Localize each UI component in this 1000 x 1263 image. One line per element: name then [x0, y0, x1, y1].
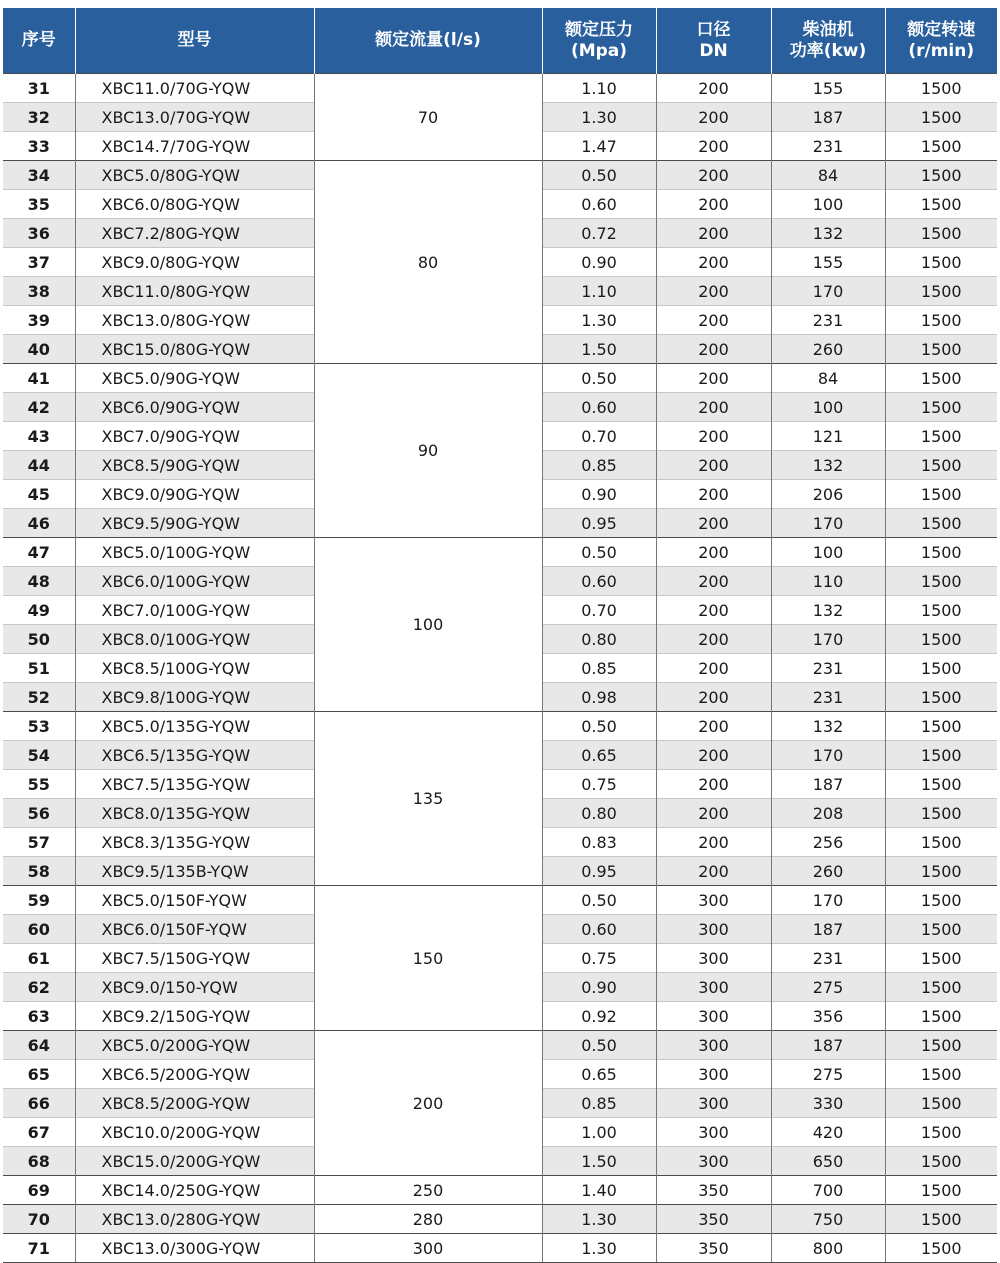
speed-cell: 1500 — [885, 248, 997, 277]
speed-cell: 1500 — [885, 770, 997, 799]
row-number: 62 — [3, 973, 75, 1002]
pressure-cell: 0.50 — [542, 161, 656, 190]
header-model: 型号 — [75, 8, 314, 74]
row-number: 39 — [3, 306, 75, 335]
speed-cell: 1500 — [885, 480, 997, 509]
pressure-cell: 0.60 — [542, 915, 656, 944]
flow-cell: 80 — [314, 161, 542, 364]
pressure-cell: 1.10 — [542, 277, 656, 306]
row-number: 65 — [3, 1060, 75, 1089]
model-cell: XBC6.5/135G-YQW — [75, 741, 314, 770]
power-cell: 206 — [771, 480, 885, 509]
speed-cell: 1500 — [885, 944, 997, 973]
row-number: 46 — [3, 509, 75, 538]
power-cell: 132 — [771, 451, 885, 480]
pressure-cell: 0.50 — [542, 364, 656, 393]
row-number: 45 — [3, 480, 75, 509]
power-cell: 260 — [771, 857, 885, 886]
pressure-cell: 0.83 — [542, 828, 656, 857]
speed-cell: 1500 — [885, 451, 997, 480]
row-number: 53 — [3, 712, 75, 741]
flow-cell: 200 — [314, 1031, 542, 1176]
diameter-cell: 200 — [656, 190, 771, 219]
table-row — [3, 1234, 997, 1263]
pressure-cell: 0.90 — [542, 248, 656, 277]
table-row — [3, 1176, 997, 1205]
table-row — [3, 364, 997, 393]
diameter-cell: 200 — [656, 770, 771, 799]
speed-cell: 1500 — [885, 190, 997, 219]
model-cell: XBC13.0/280G-YQW — [75, 1205, 314, 1234]
pressure-cell: 1.47 — [542, 132, 656, 161]
model-cell: XBC7.5/150G-YQW — [75, 944, 314, 973]
pressure-cell: 0.70 — [542, 422, 656, 451]
row-number: 52 — [3, 683, 75, 712]
speed-cell: 1500 — [885, 1147, 997, 1176]
model-cell: XBC14.7/70G-YQW — [75, 132, 314, 161]
pressure-cell: 1.10 — [542, 74, 656, 103]
pressure-cell: 0.75 — [542, 944, 656, 973]
pressure-cell: 0.85 — [542, 654, 656, 683]
row-number: 44 — [3, 451, 75, 480]
model-cell: XBC9.0/80G-YQW — [75, 248, 314, 277]
diameter-cell: 300 — [656, 1089, 771, 1118]
row-number: 42 — [3, 393, 75, 422]
speed-cell: 1500 — [885, 509, 997, 538]
diameter-cell: 300 — [656, 915, 771, 944]
diameter-cell: 200 — [656, 306, 771, 335]
diameter-cell: 200 — [656, 712, 771, 741]
speed-cell: 1500 — [885, 538, 997, 567]
model-cell: XBC6.0/80G-YQW — [75, 190, 314, 219]
power-cell: 170 — [771, 886, 885, 915]
speed-cell: 1500 — [885, 1234, 997, 1263]
power-cell: 187 — [771, 770, 885, 799]
diameter-cell: 200 — [656, 364, 771, 393]
row-number: 50 — [3, 625, 75, 654]
row-number: 40 — [3, 335, 75, 364]
table-row — [3, 1031, 997, 1060]
power-cell: 275 — [771, 973, 885, 1002]
pressure-cell: 1.50 — [542, 335, 656, 364]
pressure-cell: 1.30 — [542, 1205, 656, 1234]
diameter-cell: 350 — [656, 1176, 771, 1205]
speed-cell: 1500 — [885, 915, 997, 944]
diameter-cell: 200 — [656, 596, 771, 625]
diameter-cell: 350 — [656, 1234, 771, 1263]
diameter-cell: 200 — [656, 567, 771, 596]
speed-cell: 1500 — [885, 712, 997, 741]
power-cell: 700 — [771, 1176, 885, 1205]
diameter-cell: 200 — [656, 103, 771, 132]
model-cell: XBC13.0/300G-YQW — [75, 1234, 314, 1263]
diameter-cell: 200 — [656, 683, 771, 712]
speed-cell: 1500 — [885, 654, 997, 683]
pressure-cell: 0.90 — [542, 480, 656, 509]
speed-cell: 1500 — [885, 103, 997, 132]
speed-cell: 1500 — [885, 364, 997, 393]
speed-cell: 1500 — [885, 1118, 997, 1147]
diameter-cell: 200 — [656, 161, 771, 190]
diameter-cell: 200 — [656, 625, 771, 654]
speed-cell: 1500 — [885, 857, 997, 886]
power-cell: 170 — [771, 741, 885, 770]
model-cell: XBC9.0/90G-YQW — [75, 480, 314, 509]
row-number: 48 — [3, 567, 75, 596]
power-cell: 100 — [771, 393, 885, 422]
flow-cell: 250 — [314, 1176, 542, 1205]
diameter-cell: 200 — [656, 538, 771, 567]
row-number: 47 — [3, 538, 75, 567]
power-cell: 187 — [771, 1031, 885, 1060]
speed-cell: 1500 — [885, 596, 997, 625]
row-number: 37 — [3, 248, 75, 277]
model-cell: XBC5.0/135G-YQW — [75, 712, 314, 741]
row-number: 69 — [3, 1176, 75, 1205]
pressure-cell: 0.85 — [542, 451, 656, 480]
power-cell: 132 — [771, 596, 885, 625]
power-cell: 155 — [771, 248, 885, 277]
speed-cell: 1500 — [885, 741, 997, 770]
model-cell: XBC11.0/70G-YQW — [75, 74, 314, 103]
model-cell: XBC8.5/100G-YQW — [75, 654, 314, 683]
speed-cell: 1500 — [885, 1060, 997, 1089]
model-cell: XBC7.5/135G-YQW — [75, 770, 314, 799]
model-cell: XBC9.5/135B-YQW — [75, 857, 314, 886]
model-cell: XBC9.0/150-YQW — [75, 973, 314, 1002]
pressure-cell: 1.30 — [542, 306, 656, 335]
pressure-cell: 0.65 — [542, 1060, 656, 1089]
diameter-cell: 200 — [656, 248, 771, 277]
speed-cell: 1500 — [885, 828, 997, 857]
diameter-cell: 300 — [656, 1031, 771, 1060]
model-cell: XBC11.0/80G-YQW — [75, 277, 314, 306]
table-row — [3, 1205, 997, 1234]
power-cell: 650 — [771, 1147, 885, 1176]
row-number: 33 — [3, 132, 75, 161]
speed-cell: 1500 — [885, 973, 997, 1002]
table-row — [3, 161, 997, 190]
speed-cell: 1500 — [885, 335, 997, 364]
diameter-cell: 200 — [656, 741, 771, 770]
speed-cell: 1500 — [885, 1176, 997, 1205]
row-number: 41 — [3, 364, 75, 393]
diameter-cell: 350 — [656, 1205, 771, 1234]
power-cell: 170 — [771, 625, 885, 654]
diameter-cell: 300 — [656, 886, 771, 915]
row-number: 71 — [3, 1234, 75, 1263]
header-flow: 额定流量(l/s) — [314, 8, 542, 74]
model-cell: XBC10.0/200G-YQW — [75, 1118, 314, 1147]
model-cell: XBC8.0/135G-YQW — [75, 799, 314, 828]
row-number: 49 — [3, 596, 75, 625]
power-cell: 132 — [771, 712, 885, 741]
row-number: 38 — [3, 277, 75, 306]
model-cell: XBC8.0/100G-YQW — [75, 625, 314, 654]
speed-cell: 1500 — [885, 132, 997, 161]
speed-cell: 1500 — [885, 306, 997, 335]
power-cell: 800 — [771, 1234, 885, 1263]
model-cell: XBC13.0/80G-YQW — [75, 306, 314, 335]
speed-cell: 1500 — [885, 625, 997, 654]
model-cell: XBC9.2/150G-YQW — [75, 1002, 314, 1031]
diameter-cell: 200 — [656, 857, 771, 886]
pressure-cell: 0.90 — [542, 973, 656, 1002]
power-cell: 420 — [771, 1118, 885, 1147]
model-cell: XBC8.5/90G-YQW — [75, 451, 314, 480]
model-cell: XBC8.3/135G-YQW — [75, 828, 314, 857]
table-header — [3, 8, 997, 74]
power-cell: 100 — [771, 190, 885, 219]
power-cell: 121 — [771, 422, 885, 451]
row-number: 34 — [3, 161, 75, 190]
pressure-cell: 1.50 — [542, 1147, 656, 1176]
speed-cell: 1500 — [885, 567, 997, 596]
power-cell: 155 — [771, 74, 885, 103]
pressure-cell: 1.40 — [542, 1176, 656, 1205]
model-cell: XBC5.0/100G-YQW — [75, 538, 314, 567]
pressure-cell: 1.30 — [542, 103, 656, 132]
pressure-cell: 0.60 — [542, 393, 656, 422]
header-diameter: 口径 DN — [656, 8, 771, 74]
table-row — [3, 538, 997, 567]
speed-cell: 1500 — [885, 1205, 997, 1234]
power-cell: 208 — [771, 799, 885, 828]
speed-cell: 1500 — [885, 1031, 997, 1060]
model-cell: XBC5.0/150F-YQW — [75, 886, 314, 915]
model-cell: XBC6.0/100G-YQW — [75, 567, 314, 596]
row-number: 31 — [3, 74, 75, 103]
diameter-cell: 200 — [656, 451, 771, 480]
model-cell: XBC7.2/80G-YQW — [75, 219, 314, 248]
model-cell: XBC7.0/100G-YQW — [75, 596, 314, 625]
diameter-cell: 200 — [656, 509, 771, 538]
table-row — [3, 74, 997, 103]
row-number: 60 — [3, 915, 75, 944]
row-number: 67 — [3, 1118, 75, 1147]
power-cell: 231 — [771, 132, 885, 161]
model-cell: XBC6.5/200G-YQW — [75, 1060, 314, 1089]
speed-cell: 1500 — [885, 1089, 997, 1118]
model-cell: XBC15.0/200G-YQW — [75, 1147, 314, 1176]
pressure-cell: 0.50 — [542, 712, 656, 741]
header-power: 柴油机 功率(kw) — [771, 8, 885, 74]
power-cell: 100 — [771, 538, 885, 567]
diameter-cell: 300 — [656, 1060, 771, 1089]
model-cell: XBC6.0/150F-YQW — [75, 915, 314, 944]
table-row — [3, 712, 997, 741]
diameter-cell: 300 — [656, 944, 771, 973]
row-number: 51 — [3, 654, 75, 683]
pressure-cell: 0.98 — [542, 683, 656, 712]
pressure-cell: 0.80 — [542, 799, 656, 828]
pressure-cell: 0.95 — [542, 509, 656, 538]
power-cell: 231 — [771, 654, 885, 683]
pressure-cell: 0.50 — [542, 886, 656, 915]
row-number: 56 — [3, 799, 75, 828]
header-speed: 额定转速 (r/min) — [885, 8, 997, 74]
power-cell: 231 — [771, 683, 885, 712]
model-cell: XBC13.0/70G-YQW — [75, 103, 314, 132]
pump-spec-table — [3, 8, 997, 1263]
header-pressure: 额定压力 (Mpa) — [542, 8, 656, 74]
model-cell: XBC5.0/80G-YQW — [75, 161, 314, 190]
row-number: 59 — [3, 886, 75, 915]
power-cell: 187 — [771, 915, 885, 944]
row-number: 61 — [3, 944, 75, 973]
power-cell: 275 — [771, 1060, 885, 1089]
model-cell: XBC8.5/200G-YQW — [75, 1089, 314, 1118]
power-cell: 170 — [771, 277, 885, 306]
power-cell: 231 — [771, 306, 885, 335]
pressure-cell: 0.75 — [542, 770, 656, 799]
flow-cell: 70 — [314, 74, 542, 161]
row-number: 35 — [3, 190, 75, 219]
header-row — [3, 8, 997, 74]
row-number: 58 — [3, 857, 75, 886]
flow-cell: 100 — [314, 538, 542, 712]
pressure-cell: 0.72 — [542, 219, 656, 248]
row-number: 36 — [3, 219, 75, 248]
diameter-cell: 200 — [656, 828, 771, 857]
speed-cell: 1500 — [885, 683, 997, 712]
speed-cell: 1500 — [885, 422, 997, 451]
speed-cell: 1500 — [885, 161, 997, 190]
row-number: 54 — [3, 741, 75, 770]
diameter-cell: 200 — [656, 132, 771, 161]
pressure-cell: 0.80 — [542, 625, 656, 654]
power-cell: 231 — [771, 944, 885, 973]
power-cell: 132 — [771, 219, 885, 248]
model-cell: XBC14.0/250G-YQW — [75, 1176, 314, 1205]
diameter-cell: 300 — [656, 973, 771, 1002]
pressure-cell: 0.60 — [542, 567, 656, 596]
model-cell: XBC5.0/90G-YQW — [75, 364, 314, 393]
diameter-cell: 200 — [656, 335, 771, 364]
speed-cell: 1500 — [885, 393, 997, 422]
diameter-cell: 200 — [656, 654, 771, 683]
model-cell: XBC7.0/90G-YQW — [75, 422, 314, 451]
speed-cell: 1500 — [885, 886, 997, 915]
power-cell: 187 — [771, 103, 885, 132]
diameter-cell: 200 — [656, 480, 771, 509]
pressure-cell: 0.60 — [542, 190, 656, 219]
row-number: 43 — [3, 422, 75, 451]
pressure-cell: 1.30 — [542, 1234, 656, 1263]
diameter-cell: 200 — [656, 277, 771, 306]
pressure-cell: 1.00 — [542, 1118, 656, 1147]
power-cell: 84 — [771, 161, 885, 190]
pressure-cell: 0.70 — [542, 596, 656, 625]
power-cell: 260 — [771, 335, 885, 364]
table-row — [3, 886, 997, 915]
pressure-cell: 0.50 — [542, 538, 656, 567]
power-cell: 256 — [771, 828, 885, 857]
row-number: 70 — [3, 1205, 75, 1234]
pressure-cell: 0.95 — [542, 857, 656, 886]
table-body — [3, 74, 997, 1263]
pressure-cell: 0.65 — [542, 741, 656, 770]
speed-cell: 1500 — [885, 1002, 997, 1031]
speed-cell: 1500 — [885, 799, 997, 828]
model-cell: XBC15.0/80G-YQW — [75, 335, 314, 364]
flow-cell: 300 — [314, 1234, 542, 1263]
row-number: 55 — [3, 770, 75, 799]
model-cell: XBC6.0/90G-YQW — [75, 393, 314, 422]
row-number: 57 — [3, 828, 75, 857]
diameter-cell: 300 — [656, 1002, 771, 1031]
power-cell: 84 — [771, 364, 885, 393]
header-num: 序号 — [3, 8, 75, 74]
speed-cell: 1500 — [885, 277, 997, 306]
diameter-cell: 200 — [656, 799, 771, 828]
pressure-cell: 0.92 — [542, 1002, 656, 1031]
flow-cell: 135 — [314, 712, 542, 886]
diameter-cell: 200 — [656, 219, 771, 248]
diameter-cell: 300 — [656, 1118, 771, 1147]
row-number: 32 — [3, 103, 75, 132]
row-number: 64 — [3, 1031, 75, 1060]
flow-cell: 280 — [314, 1205, 542, 1234]
diameter-cell: 200 — [656, 74, 771, 103]
diameter-cell: 200 — [656, 422, 771, 451]
flow-cell: 150 — [314, 886, 542, 1031]
row-number: 66 — [3, 1089, 75, 1118]
speed-cell: 1500 — [885, 219, 997, 248]
diameter-cell: 300 — [656, 1147, 771, 1176]
power-cell: 750 — [771, 1205, 885, 1234]
power-cell: 110 — [771, 567, 885, 596]
pressure-cell: 0.85 — [542, 1089, 656, 1118]
pressure-cell: 0.50 — [542, 1031, 656, 1060]
flow-cell: 90 — [314, 364, 542, 538]
diameter-cell: 200 — [656, 393, 771, 422]
speed-cell: 1500 — [885, 74, 997, 103]
model-cell: XBC9.8/100G-YQW — [75, 683, 314, 712]
row-number: 63 — [3, 1002, 75, 1031]
row-number: 68 — [3, 1147, 75, 1176]
power-cell: 330 — [771, 1089, 885, 1118]
model-cell: XBC9.5/90G-YQW — [75, 509, 314, 538]
power-cell: 170 — [771, 509, 885, 538]
power-cell: 356 — [771, 1002, 885, 1031]
model-cell: XBC5.0/200G-YQW — [75, 1031, 314, 1060]
